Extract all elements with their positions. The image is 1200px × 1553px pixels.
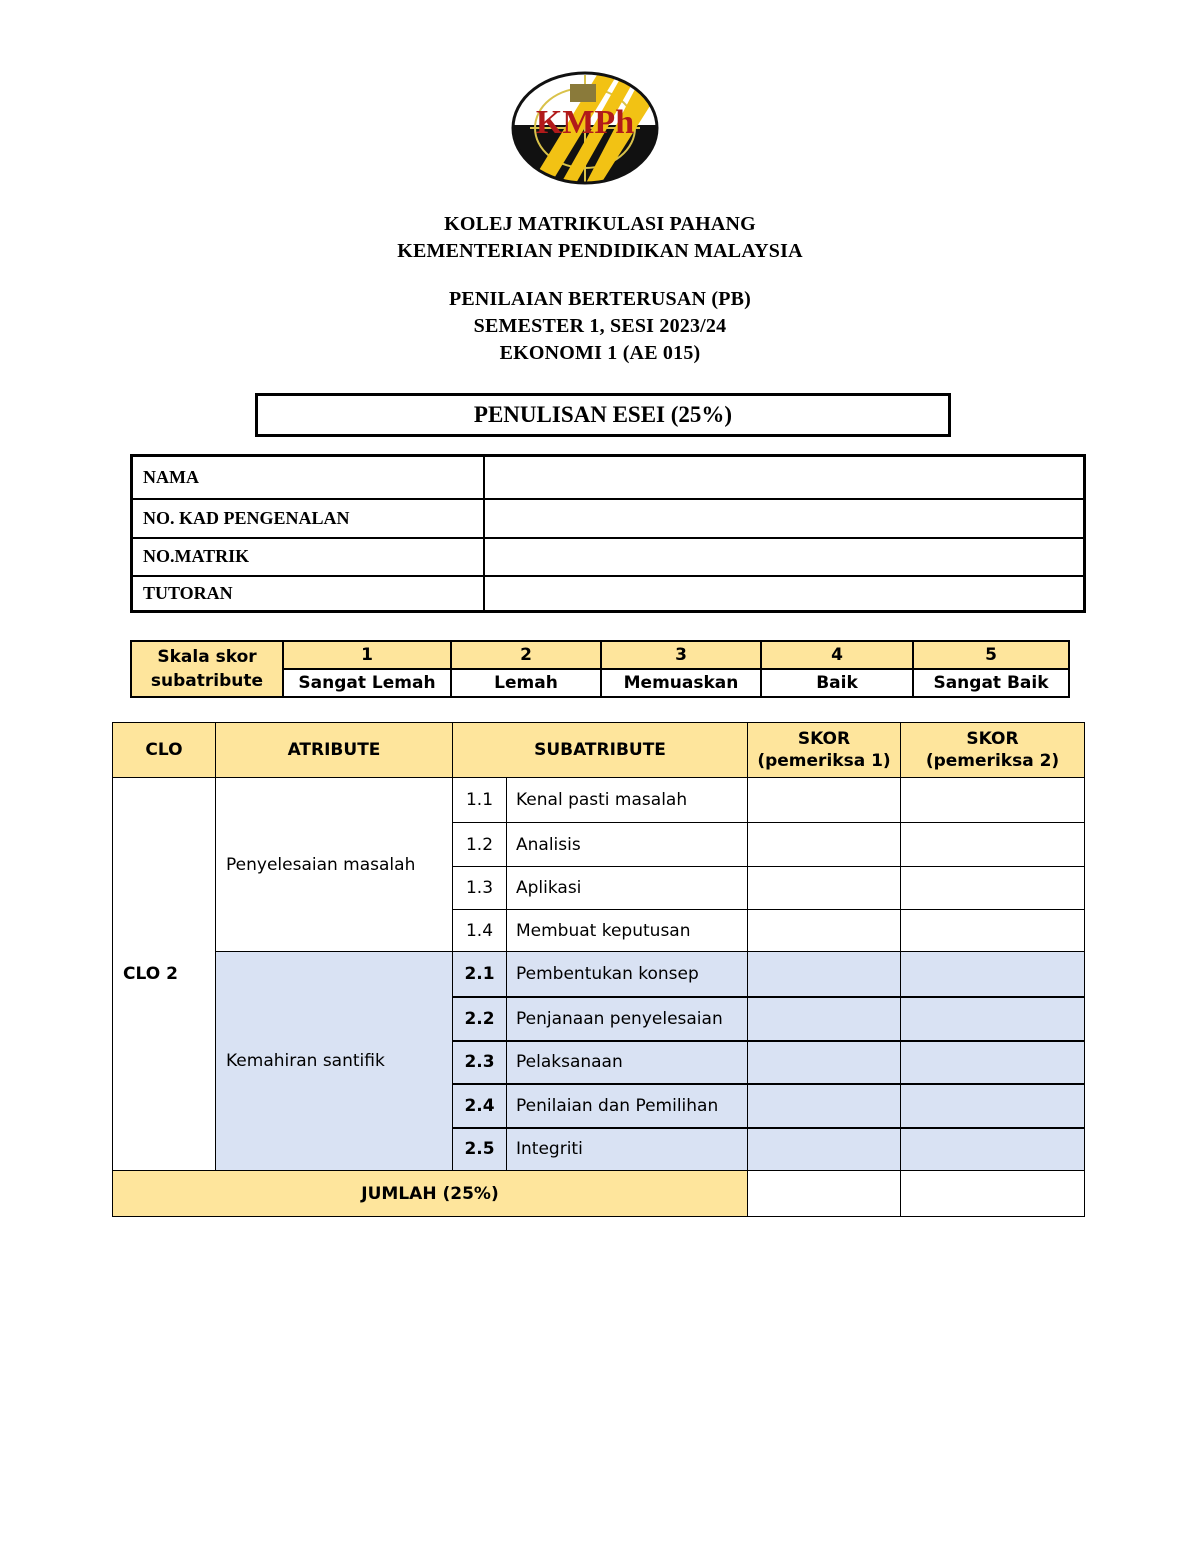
score-cell-examiner-1[interactable] bbox=[748, 778, 901, 823]
header-subatribute: SUBATRIBUTE bbox=[453, 723, 748, 778]
sub-label: Pembentukan konsep bbox=[507, 952, 748, 997]
sub-number: 1.4 bbox=[453, 910, 507, 952]
total-label: JUMLAH (25%) bbox=[113, 1171, 748, 1217]
score-cell-examiner-1[interactable] bbox=[748, 952, 901, 997]
scale-label bbox=[131, 641, 283, 697]
scale-score: 4 bbox=[761, 641, 913, 669]
score-cell-examiner-2[interactable] bbox=[901, 823, 1085, 867]
header-skor-1-line2: (pemeriksa 1) bbox=[757, 751, 891, 771]
info-value-tutoran[interactable] bbox=[484, 576, 1085, 612]
sub-number: 2.5 bbox=[453, 1128, 507, 1171]
sub-label: Kenal pasti masalah bbox=[507, 778, 748, 823]
scale-desc: Baik bbox=[761, 669, 913, 697]
sub-number: 2.2 bbox=[453, 997, 507, 1041]
score-cell-examiner-2[interactable] bbox=[901, 952, 1085, 997]
score-cell-examiner-2[interactable] bbox=[901, 867, 1085, 910]
score-cell-examiner-1[interactable] bbox=[748, 823, 901, 867]
header-skor-2-line1: SKOR bbox=[966, 729, 1019, 749]
scale-score: 1 bbox=[283, 641, 451, 669]
header-clo: CLO bbox=[113, 723, 216, 778]
ministry-name: KEMENTERIAN PENDIDIKAN MALAYSIA bbox=[397, 240, 803, 262]
score-cell-examiner-1[interactable] bbox=[748, 997, 901, 1041]
rubric-table bbox=[112, 722, 1085, 1217]
score-cell-examiner-2[interactable] bbox=[901, 997, 1085, 1041]
header-skor-1-line1: SKOR bbox=[797, 729, 851, 749]
header-skor-1 bbox=[748, 723, 901, 778]
score-cell-examiner-1[interactable] bbox=[748, 867, 901, 910]
info-label-tutoran: TUTORAN bbox=[132, 576, 485, 612]
sub-number: 1.2 bbox=[453, 823, 507, 867]
sub-label: Penjanaan penyelesaian bbox=[507, 997, 748, 1041]
semester-session: SEMESTER 1, SESI 2023/24 bbox=[473, 315, 727, 337]
total-score-examiner-2[interactable] bbox=[901, 1171, 1085, 1217]
header-skor-2-line2: (pemeriksa 2) bbox=[925, 751, 1060, 771]
sub-number: 2.1 bbox=[453, 952, 507, 997]
total-score-examiner-1[interactable] bbox=[748, 1171, 901, 1217]
score-cell-examiner-1[interactable] bbox=[748, 1128, 901, 1171]
score-cell-examiner-2[interactable] bbox=[901, 1128, 1085, 1171]
college-logo bbox=[510, 70, 660, 185]
scale-label-line1: Skala skor bbox=[157, 647, 257, 667]
scale-score: 2 bbox=[451, 641, 601, 669]
sub-number: 1.1 bbox=[453, 778, 507, 823]
info-value-matrik[interactable] bbox=[484, 538, 1085, 576]
scale-label-line2: subatribute bbox=[150, 671, 264, 691]
scale-desc: Lemah bbox=[451, 669, 601, 697]
score-scale-table bbox=[130, 640, 1070, 698]
sub-label: Aplikasi bbox=[507, 867, 748, 910]
attribute-kemahiran: Kemahiran santifik bbox=[216, 952, 453, 1171]
assessment-type: PENILAIAN BERTERUSAN (PB) bbox=[448, 288, 752, 310]
sub-label: Analisis bbox=[507, 823, 748, 867]
info-value-nama[interactable] bbox=[484, 456, 1085, 499]
score-cell-examiner-1[interactable] bbox=[748, 910, 901, 952]
sub-label: Integriti bbox=[507, 1128, 748, 1171]
assessment-title: PENULISAN ESEI (25%) bbox=[255, 393, 951, 437]
course-name: EKONOMI 1 (AE 015) bbox=[499, 342, 701, 364]
scale-desc: Sangat Lemah bbox=[283, 669, 451, 697]
sub-label: Membuat keputusan bbox=[507, 910, 748, 952]
logo-text: KMPh bbox=[535, 104, 635, 141]
student-info-table bbox=[130, 454, 1086, 613]
sub-number: 2.3 bbox=[453, 1041, 507, 1084]
sub-number: 1.3 bbox=[453, 867, 507, 910]
sub-label: Pelaksanaan bbox=[507, 1041, 748, 1084]
scale-score: 3 bbox=[601, 641, 761, 669]
score-cell-examiner-1[interactable] bbox=[748, 1084, 901, 1128]
scale-desc: Sangat Baik bbox=[913, 669, 1069, 697]
score-cell-examiner-1[interactable] bbox=[748, 1041, 901, 1084]
score-cell-examiner-2[interactable] bbox=[901, 910, 1085, 952]
sub-label: Penilaian dan Pemilihan bbox=[507, 1084, 748, 1128]
scale-desc: Memuaskan bbox=[601, 669, 761, 697]
attribute-penyelesaian: Penyelesaian masalah bbox=[216, 778, 453, 952]
score-cell-examiner-2[interactable] bbox=[901, 778, 1085, 823]
header-skor-2 bbox=[901, 723, 1085, 778]
score-cell-examiner-2[interactable] bbox=[901, 1041, 1085, 1084]
info-value-ic[interactable] bbox=[484, 499, 1085, 538]
header-atribute: ATRIBUTE bbox=[216, 723, 453, 778]
score-cell-examiner-2[interactable] bbox=[901, 1084, 1085, 1128]
clo-cell: CLO 2 bbox=[113, 778, 216, 1171]
scale-score: 5 bbox=[913, 641, 1069, 669]
college-name: KOLEJ MATRIKULASI PAHANG bbox=[444, 213, 756, 235]
sub-number: 2.4 bbox=[453, 1084, 507, 1128]
info-label-matrik: NO.MATRIK bbox=[132, 538, 485, 576]
info-label-ic: NO. KAD PENGENALAN bbox=[132, 499, 485, 538]
info-label-nama: NAMA bbox=[132, 456, 485, 499]
